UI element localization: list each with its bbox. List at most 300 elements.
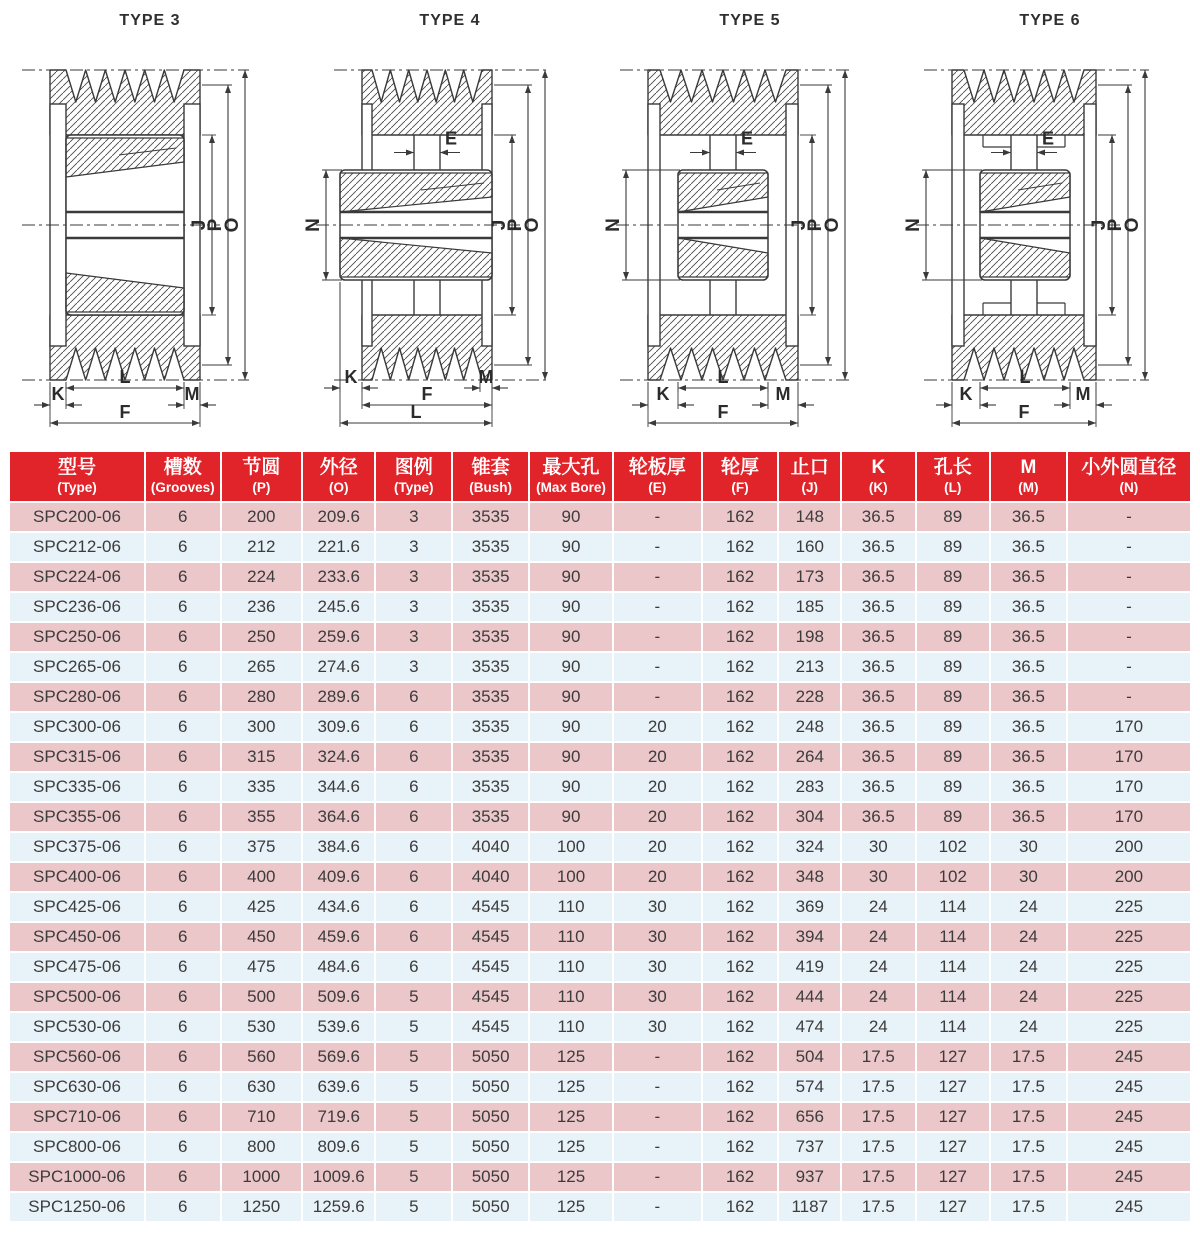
cell: 504: [778, 1042, 841, 1072]
column-header-zh: 图例: [394, 457, 433, 478]
cell: 20: [613, 832, 702, 862]
cell: 1250: [221, 1192, 303, 1222]
cell: 5: [375, 1132, 452, 1162]
cell: 800: [221, 1132, 303, 1162]
cell: 102: [916, 832, 990, 862]
cell: 6: [375, 892, 452, 922]
cell: 30: [613, 1012, 702, 1042]
svg-text:M: M: [184, 384, 200, 404]
cell: 36.5: [841, 622, 915, 652]
svg-text:J: J: [189, 219, 210, 231]
cell: SPC800-06: [9, 1132, 145, 1162]
cell: 459.6: [302, 922, 375, 952]
cell: 434.6: [302, 892, 375, 922]
svg-text:F: F: [421, 384, 433, 404]
cell: 100: [529, 862, 613, 892]
cell: 162: [702, 1072, 779, 1102]
cell: 6: [145, 1162, 221, 1192]
cell: 245: [1067, 1042, 1191, 1072]
cell: 162: [702, 832, 779, 862]
cell: -: [613, 1192, 702, 1222]
cell: 3: [375, 562, 452, 592]
cell: -: [613, 1102, 702, 1132]
cell: 17.5: [990, 1162, 1067, 1192]
svg-text:P: P: [505, 218, 526, 232]
cell: 89: [916, 652, 990, 682]
column-header-en: (J): [801, 479, 818, 495]
cell: -: [613, 1162, 702, 1192]
svg-text:M: M: [1075, 384, 1091, 404]
cell: -: [613, 592, 702, 622]
cell: 36.5: [841, 682, 915, 712]
cell: 30: [613, 892, 702, 922]
cell: 5: [375, 1162, 452, 1192]
cell: 394: [778, 922, 841, 952]
cell: 17.5: [841, 1102, 915, 1132]
cell: 170: [1067, 712, 1191, 742]
cell: 937: [778, 1162, 841, 1192]
cell: 110: [529, 952, 613, 982]
svg-text:N: N: [303, 218, 324, 232]
cell: 36.5: [990, 592, 1067, 622]
cell: 17.5: [841, 1072, 915, 1102]
cell: 114: [916, 982, 990, 1012]
cell: SPC500-06: [9, 982, 145, 1012]
cell: 36.5: [841, 562, 915, 592]
cell: 24: [990, 952, 1067, 982]
svg-text:P: P: [1105, 218, 1126, 232]
svg-text:O: O: [522, 217, 543, 233]
cell: 5: [375, 1012, 452, 1042]
cell: 36.5: [841, 652, 915, 682]
cell: 127: [916, 1132, 990, 1162]
cell: -: [1067, 682, 1191, 712]
cell: 6: [375, 862, 452, 892]
column-header-7: [613, 451, 702, 502]
column-header-8: [702, 451, 779, 502]
cell: 639.6: [302, 1072, 375, 1102]
column-header-zh: 止口: [790, 457, 829, 478]
cell: 304: [778, 802, 841, 832]
svg-text:F: F: [1018, 402, 1030, 422]
cell: 274.6: [302, 652, 375, 682]
cell: 283: [778, 772, 841, 802]
cell: -: [613, 532, 702, 562]
cell: 4545: [452, 892, 529, 922]
cell: 90: [529, 622, 613, 652]
cell: 160: [778, 532, 841, 562]
cell: 560: [221, 1042, 303, 1072]
cell: 264: [778, 742, 841, 772]
cell: SPC1250-06: [9, 1192, 145, 1222]
table-row-SPC236-06: [9, 592, 1191, 622]
cell: 114: [916, 892, 990, 922]
cell: SPC425-06: [9, 892, 145, 922]
cell: 162: [702, 1162, 779, 1192]
spec-table-body: [9, 502, 1191, 1222]
cell: 245: [1067, 1132, 1191, 1162]
cell: 90: [529, 532, 613, 562]
cell: 425: [221, 892, 303, 922]
cell: -: [613, 502, 702, 532]
cell: 3: [375, 622, 452, 652]
cell: 114: [916, 922, 990, 952]
cell: 245.6: [302, 592, 375, 622]
cell: 36.5: [990, 712, 1067, 742]
cell: 162: [702, 562, 779, 592]
type4-pulley-drawing: [300, 30, 600, 450]
column-header-en: (K): [868, 479, 888, 495]
cell: -: [1067, 592, 1191, 622]
svg-text:N: N: [603, 218, 624, 232]
cell: 500: [221, 982, 303, 1012]
column-header-zh: M: [1020, 457, 1037, 478]
cell: 3535: [452, 742, 529, 772]
cell: 6: [145, 712, 221, 742]
cell: 4040: [452, 862, 529, 892]
cell: 17.5: [841, 1042, 915, 1072]
table-row-SPC1250-06: [9, 1192, 1191, 1222]
cell: 630: [221, 1072, 303, 1102]
cell: 530: [221, 1012, 303, 1042]
cell: SPC250-06: [9, 622, 145, 652]
cell: 162: [702, 592, 779, 622]
cell: 484.6: [302, 952, 375, 982]
column-header-5: [452, 451, 529, 502]
cell: 259.6: [302, 622, 375, 652]
cell: 409.6: [302, 862, 375, 892]
table-row-SPC250-06: [9, 622, 1191, 652]
cell: 127: [916, 1102, 990, 1132]
cell: 5: [375, 1042, 452, 1072]
cell: 1187: [778, 1192, 841, 1222]
svg-text:E: E: [1041, 128, 1055, 149]
cell: -: [613, 562, 702, 592]
cell: 200: [1067, 862, 1191, 892]
cell: 6: [145, 922, 221, 952]
table-row-SPC1000-06: [9, 1162, 1191, 1192]
type4-title: TYPE 4: [419, 12, 481, 29]
table-row-SPC710-06: [9, 1102, 1191, 1132]
cell: 3: [375, 532, 452, 562]
cell: 3535: [452, 712, 529, 742]
column-header-3: [302, 451, 375, 502]
cell: 4545: [452, 922, 529, 952]
cell: 24: [841, 982, 915, 1012]
column-header-en: (Type): [394, 479, 434, 495]
cell: 5: [375, 1192, 452, 1222]
cell: 24: [841, 952, 915, 982]
cell: 90: [529, 802, 613, 832]
column-header-zh: 最大孔: [542, 457, 600, 478]
cell: 233.6: [302, 562, 375, 592]
cell: 6: [375, 682, 452, 712]
cell: 5: [375, 1072, 452, 1102]
cell: 90: [529, 712, 613, 742]
cell: 24: [990, 892, 1067, 922]
cell: 20: [613, 772, 702, 802]
column-header-1: [145, 451, 221, 502]
cell: 185: [778, 592, 841, 622]
cell: 224: [221, 562, 303, 592]
table-row-SPC224-06: [9, 562, 1191, 592]
cell: -: [1067, 532, 1191, 562]
cell: SPC560-06: [9, 1042, 145, 1072]
cell: 17.5: [990, 1192, 1067, 1222]
cell: 6: [145, 1072, 221, 1102]
svg-text:N: N: [903, 218, 924, 232]
cell: 36.5: [841, 772, 915, 802]
cell: 17.5: [990, 1132, 1067, 1162]
cell: -: [613, 1132, 702, 1162]
cell: 5050: [452, 1192, 529, 1222]
cell: 162: [702, 502, 779, 532]
table-row-SPC475-06: [9, 952, 1191, 982]
cell: 1009.6: [302, 1162, 375, 1192]
cell: 89: [916, 772, 990, 802]
svg-text:L: L: [410, 402, 422, 422]
column-header-10: [841, 451, 915, 502]
spec-table-header: [9, 451, 1191, 502]
cell: 4545: [452, 1012, 529, 1042]
svg-text:F: F: [119, 402, 131, 422]
cell: 110: [529, 892, 613, 922]
cell: 36.5: [841, 592, 915, 622]
cell: 369: [778, 892, 841, 922]
cell: 89: [916, 502, 990, 532]
cell: 17.5: [841, 1162, 915, 1192]
cell: 162: [702, 1102, 779, 1132]
cell: 375: [221, 832, 303, 862]
cell: 90: [529, 682, 613, 712]
cell: 474: [778, 1012, 841, 1042]
cell: -: [613, 682, 702, 712]
cell: 225: [1067, 922, 1191, 952]
cell: 162: [702, 682, 779, 712]
cell: 30: [841, 832, 915, 862]
cell: SPC475-06: [9, 952, 145, 982]
cell: 6: [375, 922, 452, 952]
cell: 225: [1067, 892, 1191, 922]
table-row-SPC265-06: [9, 652, 1191, 682]
cell: 3: [375, 592, 452, 622]
cell: 36.5: [990, 802, 1067, 832]
cell: 6: [375, 952, 452, 982]
cell: 198: [778, 622, 841, 652]
cell: 90: [529, 652, 613, 682]
cell: 24: [841, 892, 915, 922]
column-header-en: (P): [252, 479, 271, 495]
cell: 30: [841, 862, 915, 892]
type4-diagram: [300, 0, 600, 450]
cell: 236: [221, 592, 303, 622]
cell: 162: [702, 862, 779, 892]
cell: 162: [702, 1192, 779, 1222]
cell: 200: [221, 502, 303, 532]
cell: 17.5: [990, 1102, 1067, 1132]
table-row-SPC335-06: [9, 772, 1191, 802]
cell: 36.5: [841, 502, 915, 532]
cell: SPC236-06: [9, 592, 145, 622]
cell: 36.5: [990, 772, 1067, 802]
cell: 245: [1067, 1192, 1191, 1222]
cell: 110: [529, 922, 613, 952]
column-header-zh: 锥套: [471, 457, 510, 478]
cell: 127: [916, 1162, 990, 1192]
cell: 6: [375, 772, 452, 802]
cell: 17.5: [990, 1072, 1067, 1102]
cell: 162: [702, 532, 779, 562]
cell: -: [613, 652, 702, 682]
cell: SPC335-06: [9, 772, 145, 802]
cell: 90: [529, 562, 613, 592]
cell: 400: [221, 862, 303, 892]
table-row-SPC450-06: [9, 922, 1191, 952]
cell: 114: [916, 952, 990, 982]
cell: 324.6: [302, 742, 375, 772]
cell: 173: [778, 562, 841, 592]
cell: 3535: [452, 622, 529, 652]
svg-text:M: M: [478, 367, 494, 387]
table-row-SPC400-06: [9, 862, 1191, 892]
cell: 162: [702, 742, 779, 772]
table-row-SPC500-06: [9, 982, 1191, 1012]
cell: 3535: [452, 652, 529, 682]
cell: SPC224-06: [9, 562, 145, 592]
column-header-zh: 轮板厚: [628, 457, 686, 478]
column-header-en: (Grooves): [150, 479, 215, 495]
cell: 24: [990, 1012, 1067, 1042]
cell: 24: [841, 1012, 915, 1042]
cell: 450: [221, 922, 303, 952]
type5-diagram: [600, 0, 900, 450]
cell: 30: [990, 832, 1067, 862]
svg-text:K: K: [656, 384, 670, 404]
cell: 100: [529, 832, 613, 862]
cell: SPC1000-06: [9, 1162, 145, 1192]
type5-title: TYPE 5: [719, 12, 781, 29]
table-row-SPC425-06: [9, 892, 1191, 922]
cell: 3: [375, 502, 452, 532]
cell: -: [613, 622, 702, 652]
cell: 125: [529, 1042, 613, 1072]
cell: 280: [221, 682, 303, 712]
column-header-zh: 槽数: [163, 457, 202, 478]
column-header-4: [375, 451, 452, 502]
cell: 539.6: [302, 1012, 375, 1042]
cell: 36.5: [990, 532, 1067, 562]
cell: 125: [529, 1162, 613, 1192]
cell: 225: [1067, 982, 1191, 1012]
cell: -: [613, 1042, 702, 1072]
cell: 20: [613, 712, 702, 742]
cell: SPC530-06: [9, 1012, 145, 1042]
type5-pulley-drawing: [600, 30, 900, 450]
cell: 6: [145, 562, 221, 592]
cell: 209.6: [302, 502, 375, 532]
cell: 36.5: [990, 682, 1067, 712]
type3-pulley-drawing: [0, 30, 300, 450]
cell: 5050: [452, 1132, 529, 1162]
cell: 89: [916, 712, 990, 742]
cell: 5050: [452, 1042, 529, 1072]
cell: 162: [702, 892, 779, 922]
cell: 36.5: [841, 532, 915, 562]
cell: 344.6: [302, 772, 375, 802]
table-row-SPC560-06: [9, 1042, 1191, 1072]
cell: 89: [916, 622, 990, 652]
column-header-en: (Bush): [469, 479, 512, 495]
cell: 162: [702, 712, 779, 742]
svg-text:P: P: [805, 218, 826, 232]
cell: 36.5: [990, 622, 1067, 652]
type6-title: TYPE 6: [1019, 12, 1081, 29]
cell: 719.6: [302, 1102, 375, 1132]
cell: 6: [145, 802, 221, 832]
cell: 24: [841, 922, 915, 952]
cell: 6: [145, 1042, 221, 1072]
cell: 127: [916, 1072, 990, 1102]
cell: 36.5: [841, 802, 915, 832]
svg-text:L: L: [119, 367, 131, 387]
cell: 90: [529, 772, 613, 802]
cell: 30: [613, 922, 702, 952]
cell: 6: [145, 952, 221, 982]
cell: 6: [375, 742, 452, 772]
cell: 289.6: [302, 682, 375, 712]
cell: 6: [145, 1192, 221, 1222]
cell: 4545: [452, 952, 529, 982]
cell: 17.5: [841, 1192, 915, 1222]
table-row-SPC280-06: [9, 682, 1191, 712]
column-header-en: (Max Bore): [536, 479, 606, 495]
cell: 162: [702, 1042, 779, 1072]
cell: 1000: [221, 1162, 303, 1192]
cell: 30: [990, 862, 1067, 892]
cell: 6: [145, 832, 221, 862]
cell: 245: [1067, 1162, 1191, 1192]
cell: 225: [1067, 952, 1191, 982]
cell: 6: [145, 892, 221, 922]
cell: 6: [145, 1102, 221, 1132]
cell: 809.6: [302, 1132, 375, 1162]
svg-text:L: L: [1019, 367, 1031, 387]
cell: 110: [529, 982, 613, 1012]
cell: SPC280-06: [9, 682, 145, 712]
cell: 125: [529, 1102, 613, 1132]
column-header-2: [221, 451, 303, 502]
cell: 24: [990, 982, 1067, 1012]
cell: 36.5: [990, 502, 1067, 532]
cell: 170: [1067, 802, 1191, 832]
cell: 24: [990, 922, 1067, 952]
column-header-13: [1067, 451, 1191, 502]
cell: SPC400-06: [9, 862, 145, 892]
column-header-zh: 小外圆直径: [1081, 457, 1177, 478]
cell: 90: [529, 592, 613, 622]
cell: 6: [145, 592, 221, 622]
cell: 6: [145, 772, 221, 802]
cell: 89: [916, 682, 990, 712]
column-header-en: (Type): [57, 479, 97, 495]
cell: 300: [221, 712, 303, 742]
cell: -: [1067, 622, 1191, 652]
table-row-SPC355-06: [9, 802, 1191, 832]
table-row-SPC212-06: [9, 532, 1191, 562]
cell: 6: [145, 982, 221, 1012]
cell: 228: [778, 682, 841, 712]
svg-text:O: O: [822, 217, 843, 233]
